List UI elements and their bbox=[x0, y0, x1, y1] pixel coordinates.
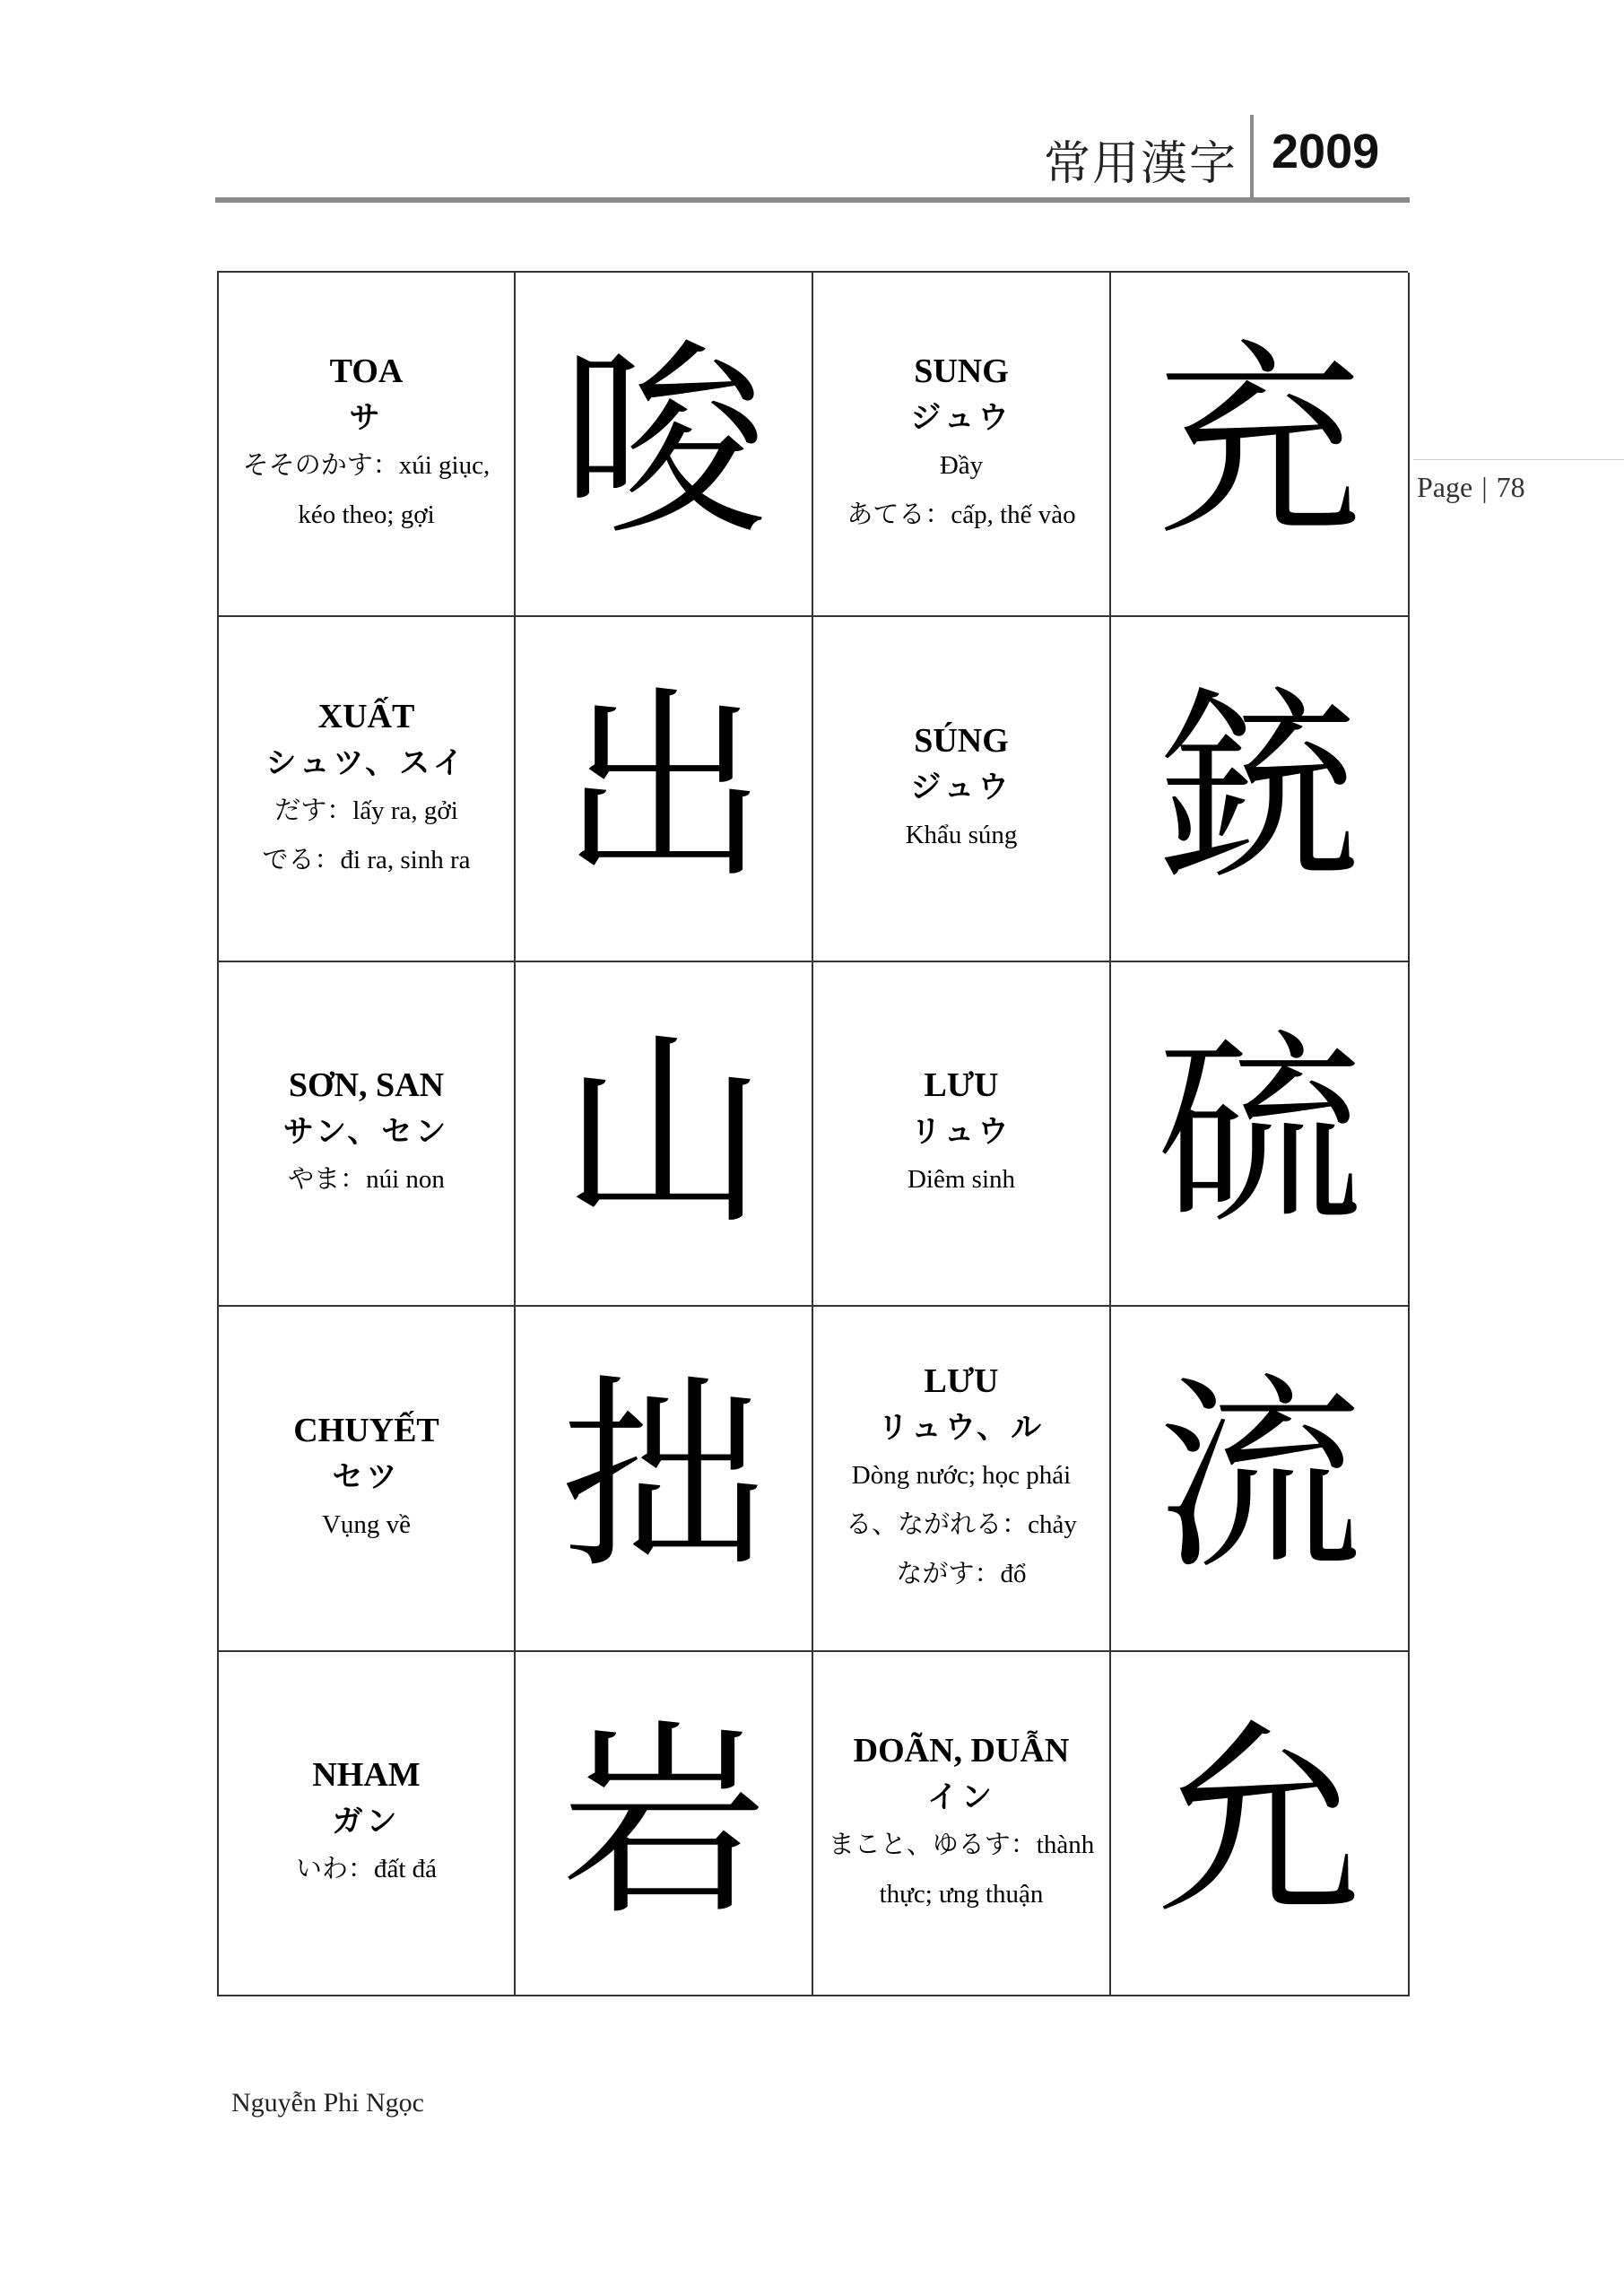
reading-cell bbox=[813, 1307, 1111, 1651]
reading-cell bbox=[219, 273, 516, 617]
sino-vietnamese-reading: TOA bbox=[329, 352, 404, 391]
meaning-line: る、ながれる：chảy bbox=[846, 1509, 1077, 1539]
kanji-character: 岩 bbox=[560, 1702, 767, 1943]
meaning-line: kéo theo; gợi bbox=[298, 500, 435, 530]
reading-block bbox=[847, 348, 1075, 540]
reading-block bbox=[296, 1752, 437, 1894]
kanji-character: 唆 bbox=[560, 324, 767, 564]
footer-author: Nguyễn Phi Ngọc bbox=[231, 2088, 424, 2118]
on-reading: サン、セン bbox=[282, 1114, 450, 1151]
reading-block bbox=[829, 1727, 1094, 1919]
sino-vietnamese-reading: LƯU bbox=[924, 1361, 999, 1400]
header-year: 2009 bbox=[1272, 125, 1380, 178]
reading-block bbox=[293, 1407, 439, 1550]
meaning-line: あてる：cấp, thế vào bbox=[847, 500, 1076, 530]
reading-cell bbox=[219, 962, 516, 1307]
page-label-separator: | bbox=[1481, 471, 1488, 503]
meaning-line: Vụng về bbox=[321, 1509, 412, 1539]
reading-cell bbox=[219, 1652, 516, 1996]
reading-block bbox=[263, 693, 471, 885]
kanji-character: 充 bbox=[1156, 324, 1363, 564]
meaning-line: やま：núi non bbox=[288, 1165, 445, 1195]
kanji-cell bbox=[1111, 617, 1410, 961]
meaning-line: だす：lấy ra, gởi bbox=[274, 796, 458, 825]
reading-block bbox=[908, 1062, 1015, 1205]
meaning-line: Đầy bbox=[939, 451, 984, 481]
kanji-character: 銃 bbox=[1156, 668, 1363, 909]
kanji-character: 允 bbox=[1156, 1702, 1363, 1943]
on-reading: リュウ、ル bbox=[877, 1409, 1046, 1446]
on-reading: セツ bbox=[332, 1458, 401, 1495]
reading-cell bbox=[219, 1307, 516, 1651]
kanji-cell bbox=[516, 962, 813, 1307]
kanji-character: 流 bbox=[1156, 1358, 1363, 1598]
on-reading: イン bbox=[927, 1779, 995, 1815]
meaning-line: そそのかす：xúi giục, bbox=[242, 451, 491, 481]
kanji-cell bbox=[516, 617, 813, 961]
header-title: 常用漢字 bbox=[1043, 137, 1238, 191]
reading-block bbox=[243, 348, 491, 540]
reading-block bbox=[906, 718, 1018, 860]
meaning-line: Khẩu súng bbox=[905, 821, 1018, 850]
on-reading: ジュウ bbox=[910, 770, 1012, 806]
meaning-line: ながす：đổ bbox=[896, 1559, 1027, 1588]
page-label-text: Page bbox=[1417, 471, 1473, 503]
header-rule bbox=[215, 197, 1410, 203]
meaning-line: thực; ưng thuận bbox=[879, 1879, 1044, 1909]
kanji-character: 硫 bbox=[1156, 1013, 1363, 1253]
meaning-line: Dòng nước; học phái bbox=[851, 1460, 1072, 1490]
reading-cell bbox=[813, 273, 1111, 617]
sino-vietnamese-reading: NHAM bbox=[312, 1756, 421, 1795]
kanji-character: 出 bbox=[560, 668, 767, 909]
on-reading: リュウ bbox=[910, 1114, 1012, 1151]
reading-cell bbox=[813, 962, 1111, 1307]
meaning-line: でる：đi ra, sinh ra bbox=[262, 845, 471, 874]
sino-vietnamese-reading: SUNG bbox=[914, 352, 1009, 391]
on-reading: シュツ、スイ bbox=[265, 744, 467, 781]
sino-vietnamese-reading: SƠN, SAN bbox=[288, 1066, 445, 1105]
reading-cell bbox=[813, 617, 1111, 961]
sino-vietnamese-reading: CHUYẾT bbox=[293, 1411, 439, 1449]
on-reading: ジュウ bbox=[910, 400, 1012, 437]
reading-cell bbox=[813, 1652, 1111, 1996]
page-number: 78 bbox=[1496, 471, 1525, 503]
kanji-cell bbox=[516, 273, 813, 617]
reading-block bbox=[283, 1062, 450, 1205]
reading-cell bbox=[219, 617, 516, 961]
kanji-cell bbox=[1111, 273, 1410, 617]
meaning-line: まこと、ゆるす：thành bbox=[828, 1830, 1095, 1859]
sino-vietnamese-reading: XUẤT bbox=[317, 697, 415, 735]
kanji-cell bbox=[1111, 1307, 1410, 1651]
kanji-character: 拙 bbox=[560, 1358, 767, 1598]
sino-vietnamese-reading: SÚNG bbox=[914, 722, 1009, 761]
on-reading: ガン bbox=[332, 1804, 401, 1840]
kanji-character: 山 bbox=[560, 1013, 767, 1253]
page-number-label bbox=[1413, 459, 1624, 504]
kanji-cell bbox=[1111, 962, 1410, 1307]
reading-block bbox=[846, 1358, 1077, 1599]
header-divider bbox=[1250, 115, 1254, 201]
page-header bbox=[215, 115, 1408, 201]
sino-vietnamese-reading: LƯU bbox=[924, 1066, 999, 1105]
sino-vietnamese-reading: DOÃN, DUẪN bbox=[853, 1731, 1070, 1770]
kanji-cell bbox=[516, 1307, 813, 1651]
meaning-line: いわ：đất đá bbox=[295, 1855, 438, 1884]
kanji-table bbox=[217, 271, 1408, 1996]
kanji-cell bbox=[1111, 1652, 1410, 1996]
meaning-line: Diêm sinh bbox=[907, 1165, 1016, 1195]
kanji-cell bbox=[516, 1652, 813, 1996]
on-reading: サ bbox=[349, 400, 384, 437]
